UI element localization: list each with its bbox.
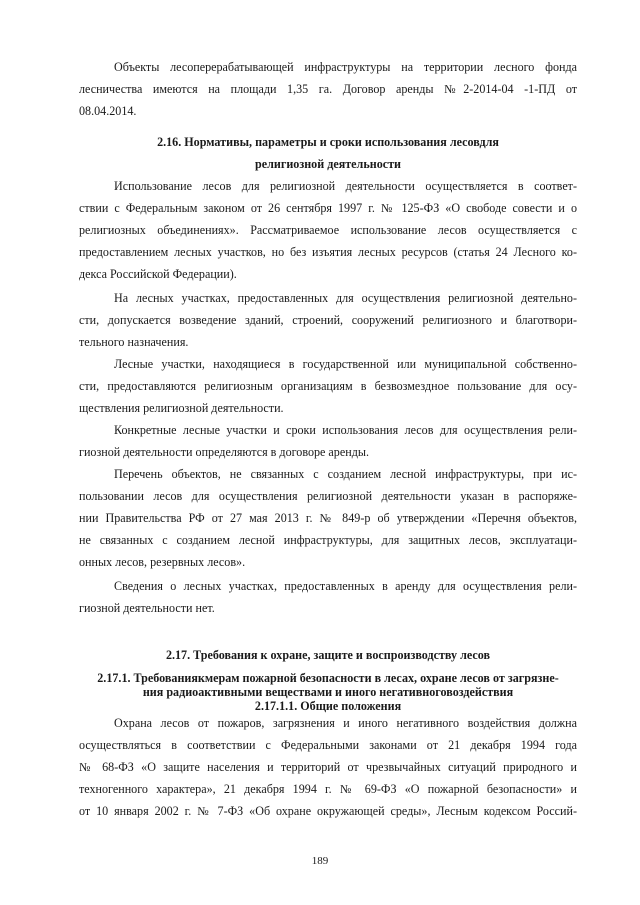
text-line: ствии с Федеральным законом от 26 сентября 1997 г. № 125-ФЗ «О свободе совести и о bbox=[79, 201, 577, 215]
text-line: онных лесов, резервных лесов». bbox=[79, 555, 246, 569]
heading-2-17 bbox=[79, 644, 577, 666]
text-line: гиозной деятельности нет. bbox=[79, 601, 215, 615]
text-line: Лесные участки, находящиеся в государственной или муниципальной собственно- bbox=[114, 357, 577, 371]
text-line: религиозных объединениях». Рассматриваемое использование лесов осуществляется с bbox=[79, 223, 577, 237]
heading-line: 2.16. Нормативы, параметры и сроки использования лесовдля bbox=[157, 135, 499, 149]
text-line: лесничества имеются на площади 1,35 га. Договор аренды №2-2014-04 -1-ПД от bbox=[79, 82, 577, 96]
text-line: осуществляться в соответствии с Федеральными законами от 21 декабря 1994 года bbox=[79, 738, 577, 752]
text-line: Использование лесов для религиозной деятельности осуществляется в соответ- bbox=[114, 179, 577, 193]
heading-line: 2.17.1.1. Общие положения bbox=[254, 699, 402, 713]
text-line: сти, предоставляются религиозным организациям в безвозмездное пользование для осу- bbox=[79, 379, 577, 393]
text-line: Охрана лесов от пожаров, загрязнения и иного негативного воздействия должна bbox=[114, 716, 577, 730]
text-line: пользовании лесов для осуществления религиозной деятельности указан в распоряже- bbox=[79, 489, 577, 503]
text-line: Конкретные лесные участки и сроки использования лесов для осуществления рели- bbox=[114, 423, 577, 437]
heading-line: 2.17.1. Требованиякмерам пожарной безопасности в лесах, охране лесов от загрязне- bbox=[97, 671, 559, 685]
heading-2-16 bbox=[79, 131, 577, 175]
text-line: тельного назначения. bbox=[79, 335, 189, 349]
heading-line: религиозной деятельности bbox=[254, 157, 402, 171]
text-line: ществления религиозной деятельности. bbox=[79, 401, 284, 415]
paragraph-religious-use bbox=[79, 175, 577, 285]
text-line: от 10 января 2002 г. № 7-ФЗ «Об охране окружающей среды», Лесным кодексом Россий- bbox=[79, 804, 577, 818]
paragraph-state-land bbox=[79, 353, 577, 419]
paragraph-buildings bbox=[79, 287, 577, 353]
text-line: Сведения о лесных участках, предоставленных в аренду для осуществления рели- bbox=[114, 579, 577, 593]
text-line: декса Российской Федерации). bbox=[79, 267, 237, 281]
text-line: гиозной деятельности определяются в договоре аренды. bbox=[79, 445, 369, 459]
paragraph-lease-info bbox=[79, 575, 577, 619]
text-line: Перечень объектов, не связанных с созданием лесной инфраструктуры, при ис- bbox=[114, 467, 577, 481]
text-line: № 68-ФЗ «О защите населения и территорий от чрезвычайных ситуаций природного и bbox=[79, 760, 577, 774]
text-line: сти, допускается возведение зданий, строений, сооружений религиозного и благотвори- bbox=[79, 313, 577, 327]
page-number: 189 bbox=[311, 855, 329, 867]
paragraph-forest-protection bbox=[79, 712, 577, 822]
text-line: предоставлением лесных участков, но без изъятия лесных ресурсов (статья 24 Лесного ко- bbox=[79, 245, 577, 259]
heading-2-17-1 bbox=[79, 671, 577, 713]
text-line: техногенного характера», 21 декабря 1994 г. № 69-ФЗ «О пожарной безопасности» и bbox=[79, 782, 577, 796]
text-line: не связанных с созданием лесной инфраструктуры, для защитных лесов, эксплуатаци- bbox=[79, 533, 577, 547]
text-line: Объекты лесоперерабатывающей инфраструктуры на территории лесного фонда bbox=[114, 60, 577, 74]
heading-line: 2.17. Требования к охране, защите и воспроизводству лесов bbox=[165, 648, 491, 662]
text-line: На лесных участках, предоставленных для осуществления религиозной деятельно- bbox=[114, 291, 577, 305]
text-line: 08.04.2014. bbox=[79, 104, 137, 118]
text-line: нии Правительства РФ от 27 мая 2013 г. № 849-р об утверждении «Перечня объектов, bbox=[79, 511, 577, 525]
paragraph-object-list bbox=[79, 463, 577, 573]
paragraph-lease-terms bbox=[79, 419, 577, 463]
paragraph-infrastructure bbox=[79, 56, 577, 122]
heading-line: ния радиоактивными веществами и иного негативноговоздействия bbox=[142, 685, 514, 699]
